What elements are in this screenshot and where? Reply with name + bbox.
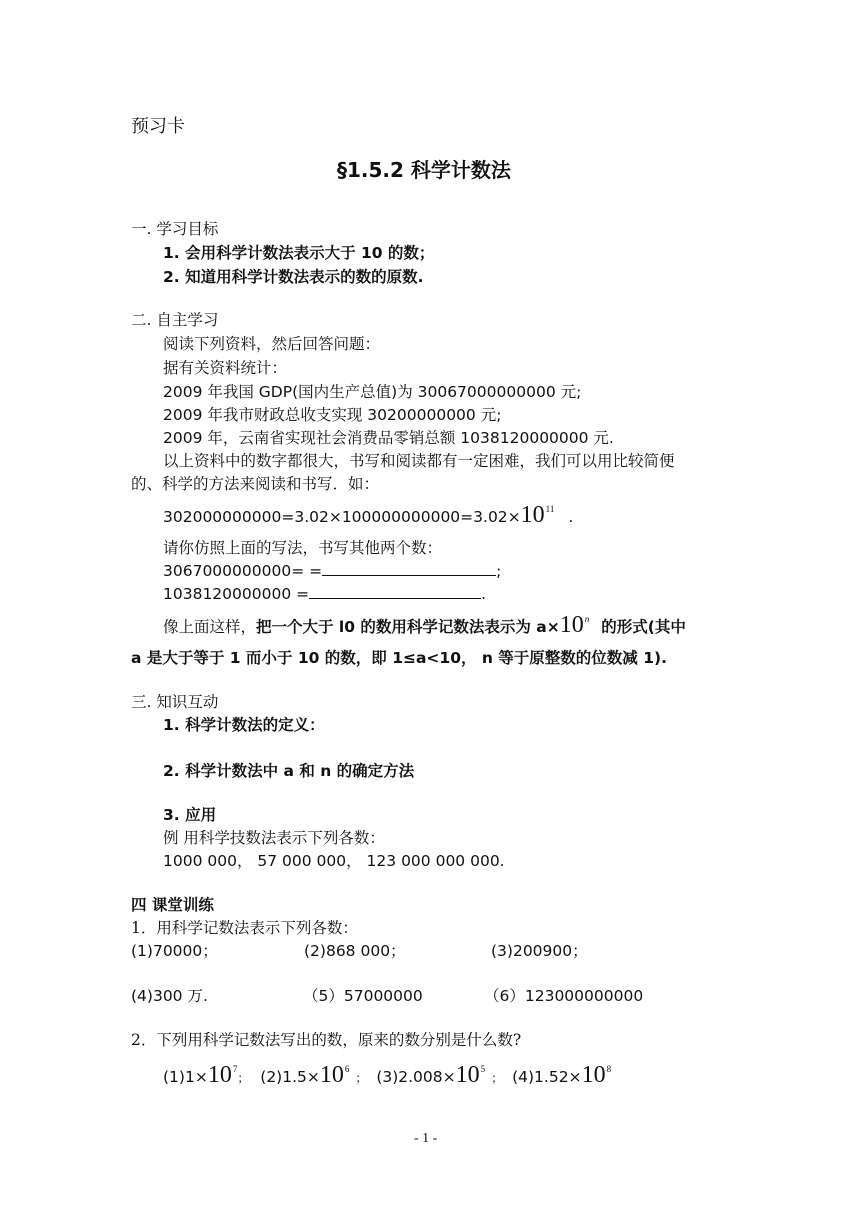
example-end: . bbox=[568, 508, 574, 526]
goal-item-2: 2. 知道用科学计数法表示的数的原数. bbox=[163, 268, 424, 286]
separator: ； bbox=[491, 1071, 504, 1085]
fill-line-2 bbox=[163, 584, 486, 604]
q2-item-2-prefix: (2)1.5× bbox=[260, 1068, 320, 1086]
power-base: 10 bbox=[559, 612, 584, 638]
paragraph: 的、科学的方法来阅读和书写．如： bbox=[131, 475, 380, 493]
paragraph: 请你仿照上面的写法，书写其他两个数： bbox=[163, 539, 443, 557]
interaction-item-1: 1. 科学计数法的定义： bbox=[163, 716, 325, 734]
q2-item-1-prefix: (1)1× bbox=[163, 1068, 208, 1086]
fill-line-end: . bbox=[481, 585, 487, 603]
question-1: 1．用科学记数法表示下列各数： bbox=[131, 919, 358, 937]
fill-line-label: 3067000000000= = bbox=[163, 562, 323, 580]
power-base: 10 bbox=[319, 1062, 344, 1088]
power-exponent: 7 bbox=[232, 1064, 238, 1074]
paragraph: 2009 年，云南省实现社会消费品零销总额 1038120000000 元. bbox=[163, 429, 614, 447]
definition-bold: 把一个大于 l0 的数用科学记数法表示为 a× bbox=[256, 618, 560, 636]
interaction-item-3: 3. 应用 bbox=[163, 806, 217, 824]
header-label: 预习卡 bbox=[131, 116, 185, 137]
answer-blank[interactable] bbox=[322, 561, 496, 576]
power-base: 10 bbox=[455, 1062, 480, 1088]
q2-item-4 bbox=[512, 1062, 612, 1088]
q2-item-3-prefix: (3)2.008× bbox=[376, 1068, 456, 1086]
power-exponent: n bbox=[584, 614, 590, 624]
power-base: 10 bbox=[520, 502, 545, 528]
power-exponent: 11 bbox=[545, 504, 555, 514]
example-left: 302000000000=3.02×100000000000=3.02× bbox=[163, 508, 521, 526]
section-3-heading: 三. 知识互动 bbox=[131, 693, 219, 711]
goal-item-1: 1. 会用科学计数法表示大于 10 的数； bbox=[163, 244, 435, 262]
power-exponent: 8 bbox=[606, 1064, 612, 1074]
q1-item-3: (3)200900； bbox=[491, 942, 588, 960]
q1-item-2: (2)868 000； bbox=[304, 942, 406, 960]
power-exponent: 6 bbox=[344, 1064, 350, 1074]
q2-item-2 bbox=[260, 1062, 368, 1088]
page-title: §1.5.2 科学计数法 bbox=[337, 158, 511, 182]
question-2: 2．下列用科学记数法写出的数，原来的数分别是什么数? bbox=[131, 1031, 522, 1049]
paragraph: 据有关资料统计： bbox=[163, 359, 288, 377]
fill-line-end: ; bbox=[496, 562, 502, 580]
definition-line-2: a 是大于等于 1 而小于 10 的数，即 1≤a<10， n 等于原整数的位数减 1). bbox=[131, 649, 667, 667]
definition-tail: 的形式(其中 bbox=[601, 618, 686, 636]
example-expression bbox=[163, 502, 573, 530]
example-numbers: 1000 000， 57 000 000， 123 000 000 000. bbox=[163, 852, 505, 870]
paragraph: 2009 年我国 GDP(国内生产总值)为 30067000000000 元; bbox=[163, 383, 582, 401]
power-exponent: 5 bbox=[480, 1064, 486, 1074]
example-label: 例 用科学技数法表示下列各数： bbox=[163, 829, 385, 847]
q1-item-6: （6）123000000000 bbox=[484, 987, 644, 1005]
separator: ； bbox=[237, 1071, 250, 1085]
power-base: 10 bbox=[207, 1062, 232, 1088]
paragraph: 阅读下列资料，然后回答问题： bbox=[163, 335, 381, 353]
section-1-heading: 一. 学习目标 bbox=[131, 220, 219, 238]
section-2-heading: 二. 自主学习 bbox=[131, 311, 219, 329]
fill-line-1 bbox=[163, 561, 501, 581]
paragraph: 以上资料中的数字都很大，书写和阅读都有一定困难，我们可以用比较简便 bbox=[163, 452, 675, 470]
q1-item-1: (1)70000； bbox=[131, 942, 218, 960]
answer-blank[interactable] bbox=[309, 584, 481, 599]
interaction-item-2: 2. 科学计数法中 a 和 n 的确定方法 bbox=[163, 762, 415, 780]
fill-line-label: 1038120000000 = bbox=[163, 585, 310, 603]
section-4-heading: 四 课堂训练 bbox=[131, 896, 214, 914]
power-base: 10 bbox=[581, 1062, 606, 1088]
paragraph: 2009 年我市财政总收支实现 30200000000 元; bbox=[163, 406, 502, 424]
q2-item-3 bbox=[376, 1062, 504, 1088]
q2-items bbox=[163, 1061, 611, 1092]
separator: ； bbox=[355, 1071, 368, 1085]
q1-item-5: （5）57000000 bbox=[303, 987, 423, 1005]
page-number: - 1 - bbox=[414, 1131, 438, 1146]
q1-item-4: (4)300 万. bbox=[131, 987, 208, 1005]
q2-item-4-prefix: (4)1.52× bbox=[512, 1068, 582, 1086]
definition-lead: 像上面这样， bbox=[163, 618, 257, 636]
definition-line bbox=[163, 612, 686, 640]
